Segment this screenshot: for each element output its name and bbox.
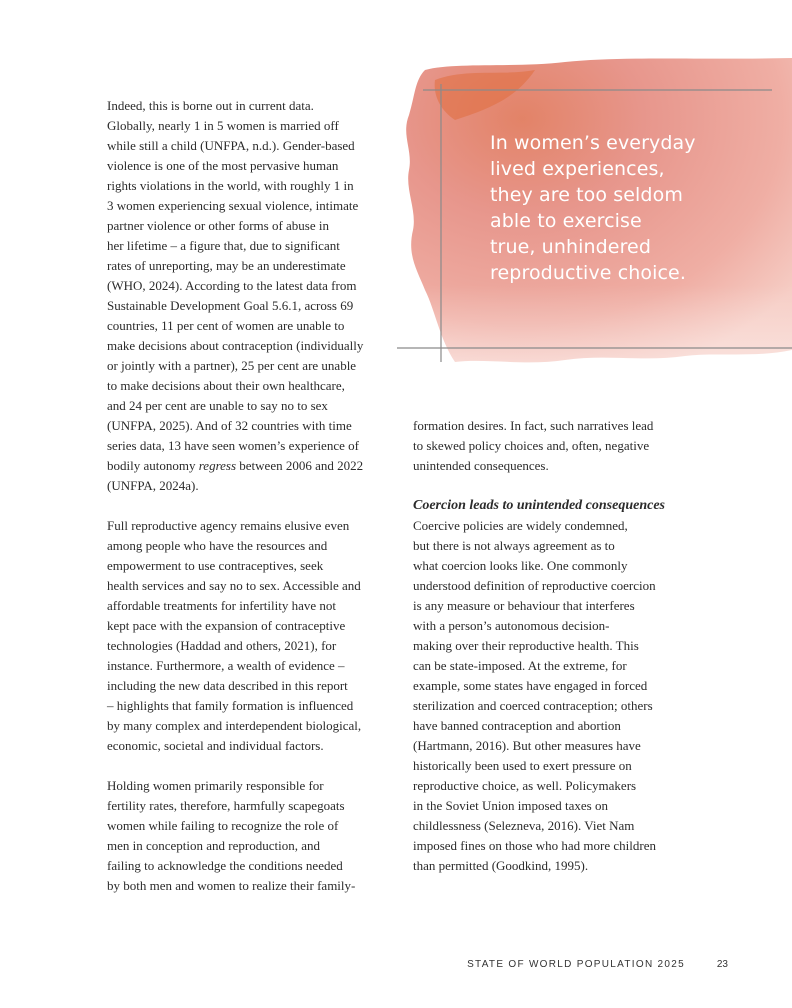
- pull-quote-line: able to exercise: [490, 210, 642, 232]
- text-line: men in conception and reproduction, and: [107, 838, 320, 853]
- text-line: can be state-imposed. At the extreme, for: [413, 658, 627, 673]
- text-line: [107, 456, 397, 476]
- text-line: technologies (Haddad and others, 2021), for: [107, 638, 337, 653]
- text-line: while still a child (UNFPA, n.d.). Gender-based: [107, 138, 355, 153]
- emphasis-regress: regress: [198, 458, 237, 473]
- text-line: instance. Furthermore, a wealth of evidence –: [107, 658, 345, 673]
- text-line: make decisions about contraception (individually: [107, 338, 364, 353]
- text-line: making over their reproductive health. This: [413, 638, 639, 653]
- text-line: series data, 13 have seen women’s experience of: [107, 438, 359, 453]
- text-line: understood definition of reproductive coercion: [413, 578, 656, 593]
- pull-quote-text: [490, 130, 730, 286]
- text-line: affordable treatments for infertility have not: [107, 598, 336, 613]
- pull-quote-panel: [395, 40, 792, 390]
- text-line: countries, 11 per cent of women are unable to: [107, 318, 345, 333]
- pull-quote-line: reproductive choice.: [490, 262, 686, 284]
- section-heading: Coercion leads to unintended consequences: [413, 498, 666, 513]
- text-line: historically been used to exert pressure on: [413, 758, 632, 773]
- page-footer: [0, 959, 792, 975]
- text-line: (Hartmann, 2016). But other measures have: [413, 738, 641, 753]
- text-line: to skewed policy choices and, often, negative: [413, 438, 650, 453]
- text-line: have banned contraception and abortion: [413, 718, 621, 733]
- text-line: sterilization and coerced contraception; others: [413, 698, 653, 713]
- text-line: her lifetime – a figure that, due to significant: [107, 238, 340, 253]
- text-line: formation desires. In fact, such narratives lead: [413, 418, 654, 433]
- text-line: to make decisions about their own healthcare,: [107, 378, 345, 393]
- text-line: partner violence or other forms of abuse in: [107, 218, 330, 233]
- pull-quote-line: lived experiences,: [490, 158, 665, 180]
- text-line: including the new data described in this report: [107, 678, 348, 693]
- pull-quote-line: they are too seldom: [490, 184, 683, 206]
- text-line: but there is not always agreement as to: [413, 538, 615, 553]
- paragraph-data-evidence: [107, 96, 397, 496]
- section-coercion: [413, 496, 693, 876]
- text-line: (UNFPA, 2024a).: [107, 478, 199, 493]
- text-line: by both men and women to realize their family-: [107, 878, 356, 893]
- text-line: Holding women primarily responsible for: [107, 778, 324, 793]
- text-line: women while failing to recognize the role of: [107, 818, 339, 833]
- text-line: 3 women experiencing sexual violence, intimate: [107, 198, 359, 213]
- text-segment: bodily autonomy: [107, 458, 199, 473]
- paragraph-scapegoating: [107, 776, 397, 896]
- text-line: is any measure or behaviour that interferes: [413, 598, 635, 613]
- text-segment: between 2006 and 2022: [236, 458, 364, 473]
- text-line: Full reproductive agency remains elusive even: [107, 518, 350, 533]
- text-line: – highlights that family formation is influenced: [107, 698, 354, 713]
- text-line: with a person’s autonomous decision-: [413, 618, 610, 633]
- text-line: among people who have the resources and: [107, 538, 328, 553]
- text-line: Globally, nearly 1 in 5 women is married off: [107, 118, 339, 133]
- text-line: kept pace with the expansion of contraceptive: [107, 618, 346, 633]
- text-line: Sustainable Development Goal 5.6.1, across 69: [107, 298, 354, 313]
- text-line: violence is one of the most pervasive human: [107, 158, 339, 173]
- text-line: failing to acknowledge the conditions needed: [107, 858, 343, 873]
- pull-quote-line: true, unhindered: [490, 236, 652, 258]
- left-column: [107, 96, 397, 916]
- pull-quote-line: In women’s everyday: [490, 132, 696, 154]
- text-line: fertility rates, therefore, harmfully scapegoats: [107, 798, 345, 813]
- text-line: economic, societal and individual factors.: [107, 738, 324, 753]
- text-line: health services and say no to sex. Accessible and: [107, 578, 361, 593]
- text-line: imposed fines on those who had more children: [413, 838, 656, 853]
- paragraph-reproductive-agency: [107, 516, 397, 756]
- paragraph-continuation: [413, 416, 693, 476]
- text-line: Indeed, this is borne out in current data.: [107, 98, 314, 113]
- text-line: what coercion looks like. One commonly: [413, 558, 628, 573]
- text-line: (WHO, 2024). According to the latest data from: [107, 278, 357, 293]
- text-line: in the Soviet Union imposed taxes on: [413, 798, 608, 813]
- text-line: by many complex and interdependent biological,: [107, 718, 362, 733]
- text-line: than permitted (Goodkind, 1995).: [413, 858, 589, 873]
- text-line: rights violations in the world, with roughly 1 in: [107, 178, 354, 193]
- right-column: [413, 416, 693, 876]
- text-line: childlessness (Selezneva, 2016). Viet Nam: [413, 818, 635, 833]
- page-number: 23: [716, 959, 728, 970]
- text-line: unintended consequences.: [413, 458, 549, 473]
- text-line: (UNFPA, 2025). And of 32 countries with time: [107, 418, 352, 433]
- text-line: example, some states have engaged in forced: [413, 678, 648, 693]
- text-line: rates of unreporting, may be an underestimate: [107, 258, 346, 273]
- publication-title: STATE OF WORLD POPULATION 2025: [467, 959, 685, 970]
- text-line: empowerment to use contraceptives, seek: [107, 558, 324, 573]
- text-line: Coercive policies are widely condemned,: [413, 518, 628, 533]
- text-line: or jointly with a partner), 25 per cent are unable: [107, 358, 357, 373]
- text-line: and 24 per cent are unable to say no to sex: [107, 398, 328, 413]
- text-line: reproductive choice, as well. Policymakers: [413, 778, 637, 793]
